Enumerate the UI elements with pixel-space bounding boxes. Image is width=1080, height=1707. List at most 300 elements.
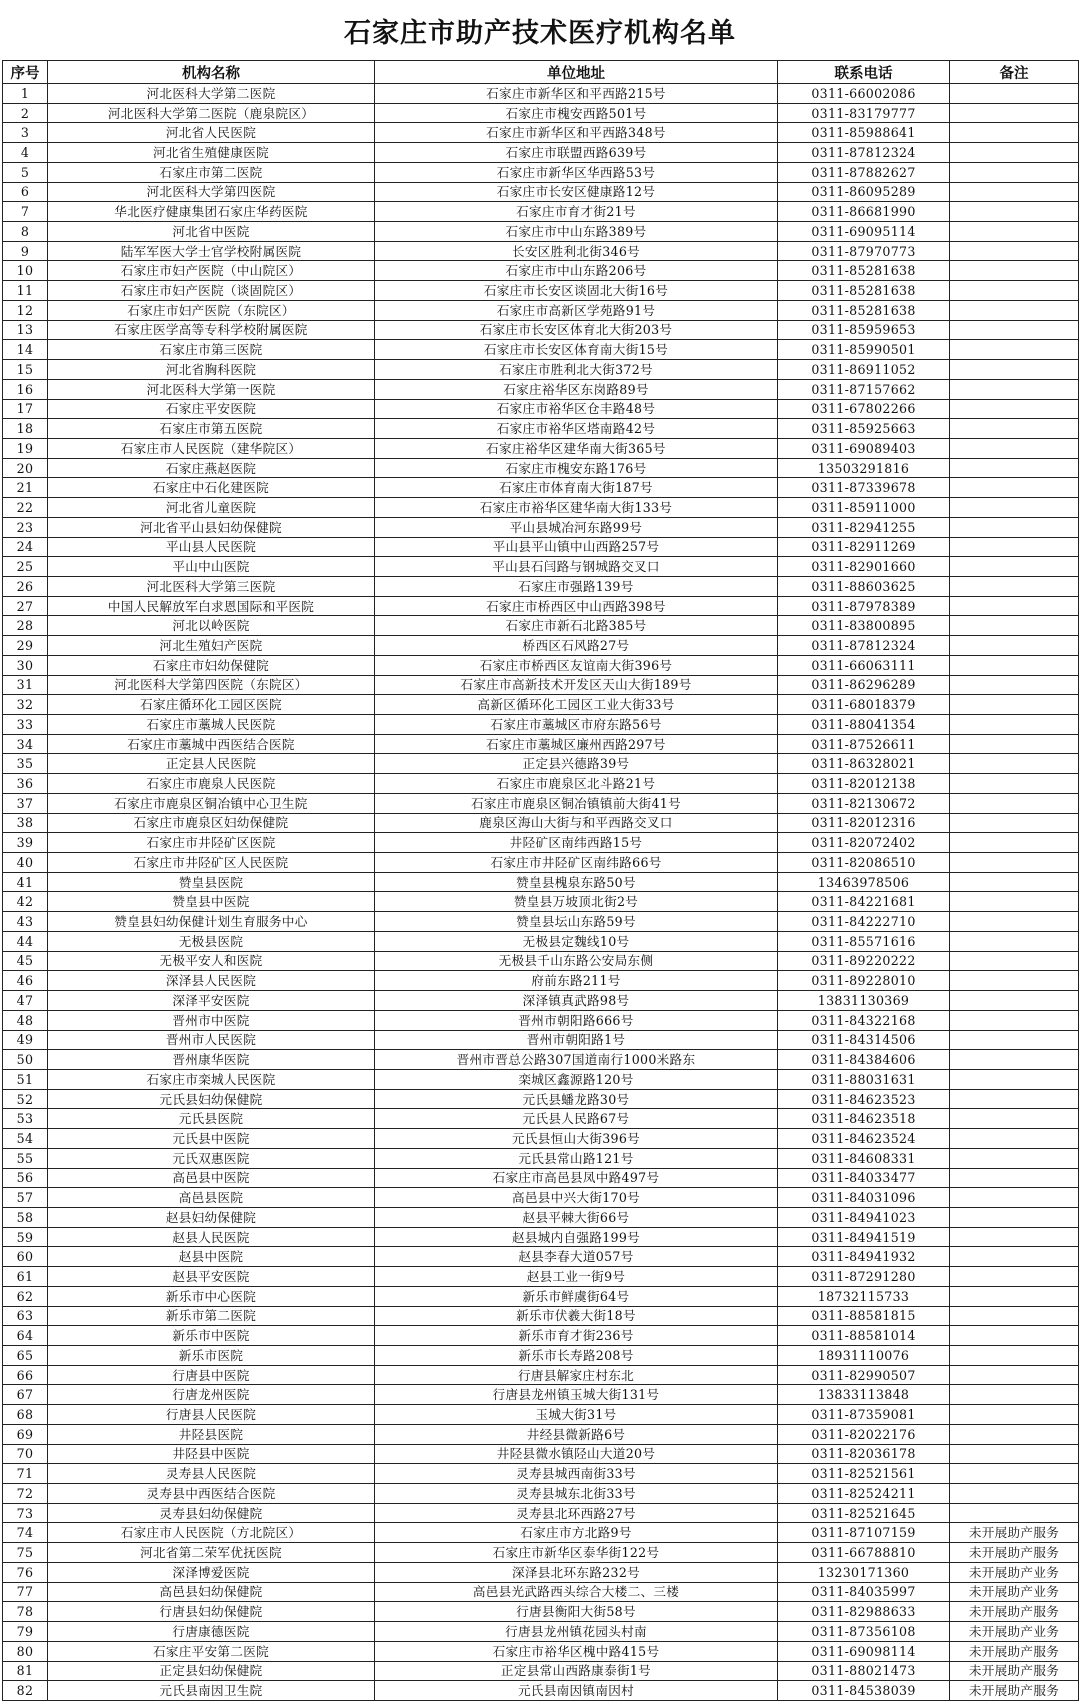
cell-remark [950, 1129, 1079, 1149]
cell-institution-name: 行唐县中医院 [48, 1365, 375, 1385]
table-row [3, 300, 1079, 320]
table-row [3, 596, 1079, 616]
cell-remark [950, 1464, 1079, 1484]
cell-phone: 0311-84623518 [778, 1109, 950, 1129]
cell-institution-name: 井陉县中医院 [48, 1444, 375, 1464]
cell-institution-name: 无极县医院 [48, 931, 375, 951]
cell-serial: 50 [3, 1050, 48, 1070]
cell-phone: 0311-84941932 [778, 1247, 950, 1267]
cell-phone: 0311-84941023 [778, 1207, 950, 1227]
cell-address: 元氏县恒山大街396号 [375, 1129, 778, 1149]
cell-serial: 5 [3, 162, 48, 182]
table-row [3, 1582, 1079, 1602]
cell-phone: 0311-85925663 [778, 419, 950, 439]
cell-remark [950, 1267, 1079, 1287]
cell-remark [950, 360, 1079, 380]
cell-institution-name: 河北医科大学第四医院（东院区） [48, 675, 375, 695]
cell-address: 高邑县光武路西头综合大楼二、三楼 [375, 1582, 778, 1602]
cell-phone: 0311-84941519 [778, 1227, 950, 1247]
cell-address: 石家庄市高新技术开发区天山大街189号 [375, 675, 778, 695]
cell-institution-name: 赵县人民医院 [48, 1227, 375, 1247]
cell-phone: 0311-82072402 [778, 833, 950, 853]
cell-serial: 35 [3, 754, 48, 774]
cell-serial: 76 [3, 1562, 48, 1582]
cell-phone: 0311-82941255 [778, 517, 950, 537]
cell-institution-name: 晋州市人民医院 [48, 1030, 375, 1050]
cell-address: 赵县城内自强路199号 [375, 1227, 778, 1247]
cell-serial: 17 [3, 399, 48, 419]
cell-institution-name: 石家庄市妇产医院（谈固院区） [48, 281, 375, 301]
cell-institution-name: 石家庄市妇产医院（中山院区） [48, 261, 375, 281]
header-serial: 序号 [3, 61, 48, 84]
cell-serial: 74 [3, 1523, 48, 1543]
cell-remark [950, 261, 1079, 281]
cell-serial: 82 [3, 1681, 48, 1701]
header-phone: 联系电话 [778, 61, 950, 84]
cell-address: 石家庄市槐安西路501号 [375, 103, 778, 123]
cell-institution-name: 石家庄市第五医院 [48, 419, 375, 439]
cell-serial: 46 [3, 971, 48, 991]
cell-serial: 65 [3, 1346, 48, 1366]
cell-phone: 0311-82012138 [778, 774, 950, 794]
cell-remark [950, 103, 1079, 123]
cell-remark [950, 636, 1079, 656]
table-row [3, 103, 1079, 123]
cell-phone: 0311-66063111 [778, 655, 950, 675]
cell-serial: 12 [3, 300, 48, 320]
cell-institution-name: 石家庄市鹿泉区铜冶镇中心卫生院 [48, 793, 375, 813]
cell-remark [950, 320, 1079, 340]
cell-remark [950, 971, 1079, 991]
cell-remark [950, 1168, 1079, 1188]
cell-address: 行唐县龙州镇玉城大街131号 [375, 1385, 778, 1405]
cell-address: 石家庄市长安区体育南大街15号 [375, 340, 778, 360]
table-row [3, 1562, 1079, 1582]
cell-institution-name: 陆军军医大学士官学校附属医院 [48, 241, 375, 261]
cell-serial: 13 [3, 320, 48, 340]
cell-address: 石家庄市槐安东路176号 [375, 458, 778, 478]
cell-serial: 22 [3, 498, 48, 518]
cell-institution-name: 赵县中医院 [48, 1247, 375, 1267]
table-row [3, 557, 1079, 577]
table-row [3, 222, 1079, 242]
cell-serial: 20 [3, 458, 48, 478]
cell-institution-name: 河北省平山县妇幼保健院 [48, 517, 375, 537]
cell-phone: 0311-85281638 [778, 281, 950, 301]
table-row [3, 1306, 1079, 1326]
cell-phone: 0311-82988633 [778, 1602, 950, 1622]
cell-institution-name: 深泽平安医院 [48, 991, 375, 1011]
cell-institution-name: 行唐县妇幼保健院 [48, 1602, 375, 1622]
cell-remark [950, 991, 1079, 1011]
cell-address: 正定县常山西路康泰街1号 [375, 1661, 778, 1681]
table-row [3, 892, 1079, 912]
cell-institution-name: 元氏县妇幼保健院 [48, 1089, 375, 1109]
table-row [3, 320, 1079, 340]
cell-serial: 19 [3, 438, 48, 458]
table-row [3, 1069, 1079, 1089]
cell-remark [950, 1050, 1079, 1070]
cell-serial: 80 [3, 1641, 48, 1661]
cell-institution-name: 正定县妇幼保健院 [48, 1661, 375, 1681]
cell-address: 行唐县衡阳大街58号 [375, 1602, 778, 1622]
cell-institution-name: 正定县人民医院 [48, 754, 375, 774]
cell-serial: 28 [3, 616, 48, 636]
cell-address: 石家庄市新华区和平西路215号 [375, 84, 778, 104]
header-institution-name: 机构名称 [48, 61, 375, 84]
cell-phone: 0311-83179777 [778, 103, 950, 123]
cell-remark: 未开展助产服务 [950, 1681, 1079, 1701]
cell-phone: 0311-82990507 [778, 1365, 950, 1385]
cell-institution-name: 灵寿县中西医结合医院 [48, 1484, 375, 1504]
cell-serial: 39 [3, 833, 48, 853]
cell-serial: 73 [3, 1503, 48, 1523]
table-row [3, 123, 1079, 143]
document-title: 石家庄市助产技术医疗机构名单 [344, 17, 736, 49]
cell-serial: 70 [3, 1444, 48, 1464]
cell-institution-name: 行唐龙州医院 [48, 1385, 375, 1405]
cell-institution-name: 河北省胸科医院 [48, 360, 375, 380]
cell-institution-name: 石家庄平安医院 [48, 399, 375, 419]
cell-phone: 0311-88021473 [778, 1661, 950, 1681]
cell-address: 高邑县中兴大街170号 [375, 1188, 778, 1208]
table-row [3, 399, 1079, 419]
table-row [3, 1010, 1079, 1030]
table-row [3, 1030, 1079, 1050]
cell-remark: 未开展助产业务 [950, 1562, 1079, 1582]
cell-serial: 9 [3, 241, 48, 261]
cell-phone: 0311-82521561 [778, 1464, 950, 1484]
cell-address: 石家庄市桥西区友谊南大街396号 [375, 655, 778, 675]
cell-phone: 0311-84031096 [778, 1188, 950, 1208]
cell-address: 桥西区石风路27号 [375, 636, 778, 656]
cell-remark [950, 912, 1079, 932]
cell-phone: 0311-86911052 [778, 360, 950, 380]
cell-serial: 33 [3, 715, 48, 735]
cell-address: 新乐市伏羲大街18号 [375, 1306, 778, 1326]
cell-remark [950, 774, 1079, 794]
cell-serial: 32 [3, 695, 48, 715]
cell-serial: 15 [3, 360, 48, 380]
table-row [3, 951, 1079, 971]
cell-address: 晋州市朝阳路1号 [375, 1030, 778, 1050]
cell-serial: 37 [3, 793, 48, 813]
table-row [3, 675, 1079, 695]
cell-phone: 0311-83800895 [778, 616, 950, 636]
cell-address: 无极县千山东路公安局东侧 [375, 951, 778, 971]
table-row [3, 734, 1079, 754]
cell-remark [950, 1365, 1079, 1385]
cell-remark: 未开展助产业务 [950, 1622, 1079, 1642]
cell-address: 石家庄市藁城区廉州西路297号 [375, 734, 778, 754]
cell-address: 元氏县蟠龙路30号 [375, 1089, 778, 1109]
cell-serial: 72 [3, 1484, 48, 1504]
cell-address: 石家庄市裕华区塔南路42号 [375, 419, 778, 439]
cell-serial: 6 [3, 182, 48, 202]
cell-phone: 0311-87107159 [778, 1523, 950, 1543]
table-row [3, 1286, 1079, 1306]
cell-phone: 0311-69095114 [778, 222, 950, 242]
table-row [3, 498, 1079, 518]
table-row [3, 182, 1079, 202]
cell-serial: 25 [3, 557, 48, 577]
cell-remark [950, 281, 1079, 301]
cell-phone: 0311-69089403 [778, 438, 950, 458]
cell-institution-name: 元氏县南因卫生院 [48, 1681, 375, 1701]
cell-address: 石家庄市新华区和平西路348号 [375, 123, 778, 143]
cell-remark [950, 517, 1079, 537]
cell-serial: 61 [3, 1267, 48, 1287]
table-row [3, 695, 1079, 715]
table-row [3, 281, 1079, 301]
cell-remark [950, 300, 1079, 320]
cell-serial: 31 [3, 675, 48, 695]
cell-remark [950, 1385, 1079, 1405]
cell-institution-name: 河北医科大学第四医院 [48, 182, 375, 202]
cell-institution-name: 井陉县医院 [48, 1424, 375, 1444]
cell-institution-name: 河北生殖妇产医院 [48, 636, 375, 656]
cell-remark [950, 1148, 1079, 1168]
cell-institution-name: 新乐市中医院 [48, 1326, 375, 1346]
cell-address: 平山县平山镇中山西路257号 [375, 537, 778, 557]
table-row [3, 340, 1079, 360]
cell-address: 石家庄市桥西区中山西路398号 [375, 596, 778, 616]
table-row [3, 458, 1079, 478]
cell-serial: 38 [3, 813, 48, 833]
table-row [3, 1681, 1079, 1701]
cell-phone: 0311-84384606 [778, 1050, 950, 1070]
cell-address: 灵寿县城东北街33号 [375, 1484, 778, 1504]
table-row [3, 715, 1079, 735]
cell-institution-name: 石家庄市藁城人民医院 [48, 715, 375, 735]
cell-phone: 0311-88581815 [778, 1306, 950, 1326]
cell-address: 元氏县常山路121号 [375, 1148, 778, 1168]
cell-remark [950, 419, 1079, 439]
cell-remark [950, 202, 1079, 222]
cell-remark [950, 84, 1079, 104]
cell-remark [950, 675, 1079, 695]
table-row [3, 1247, 1079, 1267]
cell-remark [950, 596, 1079, 616]
cell-remark [950, 162, 1079, 182]
cell-phone: 0311-87291280 [778, 1267, 950, 1287]
cell-serial: 41 [3, 872, 48, 892]
cell-serial: 68 [3, 1405, 48, 1425]
cell-phone: 0311-82022176 [778, 1424, 950, 1444]
cell-remark [950, 734, 1079, 754]
cell-remark [950, 340, 1079, 360]
cell-remark: 未开展助产服务 [950, 1543, 1079, 1563]
table-row [3, 1129, 1079, 1149]
cell-address: 赵县工业一街9号 [375, 1267, 778, 1287]
cell-serial: 64 [3, 1326, 48, 1346]
cell-phone: 0311-84035997 [778, 1582, 950, 1602]
cell-institution-name: 河北医科大学第二医院（鹿泉院区） [48, 103, 375, 123]
cell-institution-name: 石家庄市栾城人民医院 [48, 1069, 375, 1089]
cell-phone: 0311-84221681 [778, 892, 950, 912]
cell-institution-name: 石家庄燕赵医院 [48, 458, 375, 478]
table-row [3, 379, 1079, 399]
cell-institution-name: 河北医科大学第二医院 [48, 84, 375, 104]
cell-remark: 未开展助产服务 [950, 1602, 1079, 1622]
table-row [3, 931, 1079, 951]
cell-institution-name: 石家庄市井陉矿区人民医院 [48, 853, 375, 873]
cell-serial: 4 [3, 143, 48, 163]
cell-phone: 13831130369 [778, 991, 950, 1011]
cell-address: 深泽县北环东路232号 [375, 1562, 778, 1582]
cell-address: 行唐县龙州镇花园头村南 [375, 1622, 778, 1642]
cell-address: 石家庄市长安区谈固北大街16号 [375, 281, 778, 301]
cell-phone: 18931110076 [778, 1346, 950, 1366]
cell-address: 石家庄裕华区东岗路89号 [375, 379, 778, 399]
cell-address: 石家庄市裕华区仓丰路48号 [375, 399, 778, 419]
cell-institution-name: 元氏双惠医院 [48, 1148, 375, 1168]
cell-institution-name: 河北省第二荣军优抚医院 [48, 1543, 375, 1563]
cell-remark [950, 458, 1079, 478]
cell-institution-name: 平山县人民医院 [48, 537, 375, 557]
cell-remark [950, 1286, 1079, 1306]
cell-serial: 3 [3, 123, 48, 143]
table-row [3, 872, 1079, 892]
cell-remark [950, 892, 1079, 912]
cell-institution-name: 行唐康德医院 [48, 1622, 375, 1642]
cell-serial: 71 [3, 1464, 48, 1484]
table-row [3, 1602, 1079, 1622]
cell-phone: 13230171360 [778, 1562, 950, 1582]
cell-address: 赞皇县万坡顶北街2号 [375, 892, 778, 912]
cell-address: 元氏县人民路67号 [375, 1109, 778, 1129]
cell-serial: 62 [3, 1286, 48, 1306]
cell-address: 石家庄市裕华区建华南大街133号 [375, 498, 778, 518]
cell-remark [950, 1247, 1079, 1267]
cell-phone: 0311-89220222 [778, 951, 950, 971]
cell-phone: 0311-82036178 [778, 1444, 950, 1464]
cell-institution-name: 河北省生殖健康医院 [48, 143, 375, 163]
cell-remark [950, 241, 1079, 261]
cell-address: 石家庄市鹿泉区北斗路21号 [375, 774, 778, 794]
cell-address: 石家庄市高邑县凤中路497号 [375, 1168, 778, 1188]
cell-address: 新乐市鲜虞街64号 [375, 1286, 778, 1306]
cell-remark [950, 123, 1079, 143]
cell-phone: 0311-69098114 [778, 1641, 950, 1661]
table-row [3, 360, 1079, 380]
cell-remark [950, 379, 1079, 399]
cell-serial: 36 [3, 774, 48, 794]
table-row [3, 1464, 1079, 1484]
cell-serial: 2 [3, 103, 48, 123]
cell-address: 石家庄市鹿泉区铜冶镇镇前大街41号 [375, 793, 778, 813]
cell-phone: 0311-84623523 [778, 1089, 950, 1109]
table-row [3, 576, 1079, 596]
cell-phone: 13503291816 [778, 458, 950, 478]
table-row [3, 84, 1079, 104]
cell-remark [950, 537, 1079, 557]
cell-serial: 44 [3, 931, 48, 951]
cell-address: 石家庄市新华区泰华街122号 [375, 1543, 778, 1563]
cell-institution-name: 石家庄市鹿泉人民医院 [48, 774, 375, 794]
cell-phone: 0311-87339678 [778, 478, 950, 498]
cell-serial: 29 [3, 636, 48, 656]
table-row [3, 1484, 1079, 1504]
cell-institution-name: 河北以岭医院 [48, 616, 375, 636]
cell-address: 石家庄市育才街21号 [375, 202, 778, 222]
cell-address: 石家庄市长安区体育北大街203号 [375, 320, 778, 340]
table-row [3, 162, 1079, 182]
cell-institution-name: 河北医科大学第一医院 [48, 379, 375, 399]
cell-institution-name: 石家庄市人民医院（建华院区） [48, 438, 375, 458]
cell-address: 玉城大街31号 [375, 1405, 778, 1425]
cell-phone: 0311-82911269 [778, 537, 950, 557]
cell-address: 石家庄市高新区学苑路91号 [375, 300, 778, 320]
cell-phone: 13463978506 [778, 872, 950, 892]
cell-serial: 34 [3, 734, 48, 754]
cell-address: 赞皇县槐泉东路50号 [375, 872, 778, 892]
cell-phone: 0311-84608331 [778, 1148, 950, 1168]
cell-phone: 0311-66788810 [778, 1543, 950, 1563]
cell-address: 石家庄市藁城区市府东路56号 [375, 715, 778, 735]
table-row [3, 833, 1079, 853]
cell-remark [950, 853, 1079, 873]
cell-address: 灵寿县城西南街33号 [375, 1464, 778, 1484]
cell-institution-name: 深泽博爱医院 [48, 1562, 375, 1582]
cell-institution-name: 河北医科大学第三医院 [48, 576, 375, 596]
cell-phone: 0311-87882627 [778, 162, 950, 182]
table-row [3, 1543, 1079, 1563]
cell-phone: 0311-85990501 [778, 340, 950, 360]
header-remark: 备注 [950, 61, 1079, 84]
cell-serial: 54 [3, 1129, 48, 1149]
cell-phone: 0311-82086510 [778, 853, 950, 873]
cell-address: 平山县城冶河东路99号 [375, 517, 778, 537]
cell-phone: 0311-82901660 [778, 557, 950, 577]
cell-phone: 0311-84033477 [778, 1168, 950, 1188]
cell-institution-name: 石家庄市藁城中西医结合医院 [48, 734, 375, 754]
cell-serial: 56 [3, 1168, 48, 1188]
cell-institution-name: 高邑县中医院 [48, 1168, 375, 1188]
cell-remark [950, 813, 1079, 833]
cell-address: 石家庄市联盟西路639号 [375, 143, 778, 163]
cell-remark [950, 143, 1079, 163]
cell-phone: 0311-88603625 [778, 576, 950, 596]
cell-remark [950, 1484, 1079, 1504]
cell-phone: 0311-87359081 [778, 1405, 950, 1425]
cell-phone: 0311-66002086 [778, 84, 950, 104]
cell-institution-name: 新乐市医院 [48, 1346, 375, 1366]
table-row [3, 1661, 1079, 1681]
table-row [3, 1207, 1079, 1227]
cell-institution-name: 石家庄市人民医院（方北院区） [48, 1523, 375, 1543]
cell-serial: 26 [3, 576, 48, 596]
cell-serial: 7 [3, 202, 48, 222]
cell-institution-name: 高邑县医院 [48, 1188, 375, 1208]
cell-institution-name: 石家庄市鹿泉区妇幼保健院 [48, 813, 375, 833]
table-row [3, 478, 1079, 498]
cell-institution-name: 石家庄平安第二医院 [48, 1641, 375, 1661]
cell-remark [950, 182, 1079, 202]
cell-remark [950, 1346, 1079, 1366]
cell-phone: 0311-85988641 [778, 123, 950, 143]
cell-remark [950, 1424, 1079, 1444]
cell-serial: 60 [3, 1247, 48, 1267]
cell-phone: 0311-85911000 [778, 498, 950, 518]
cell-serial: 23 [3, 517, 48, 537]
cell-phone: 0311-68018379 [778, 695, 950, 715]
cell-remark [950, 793, 1079, 813]
cell-serial: 78 [3, 1602, 48, 1622]
cell-institution-name: 新乐市中心医院 [48, 1286, 375, 1306]
cell-serial: 67 [3, 1385, 48, 1405]
cell-phone: 0311-87356108 [778, 1622, 950, 1642]
